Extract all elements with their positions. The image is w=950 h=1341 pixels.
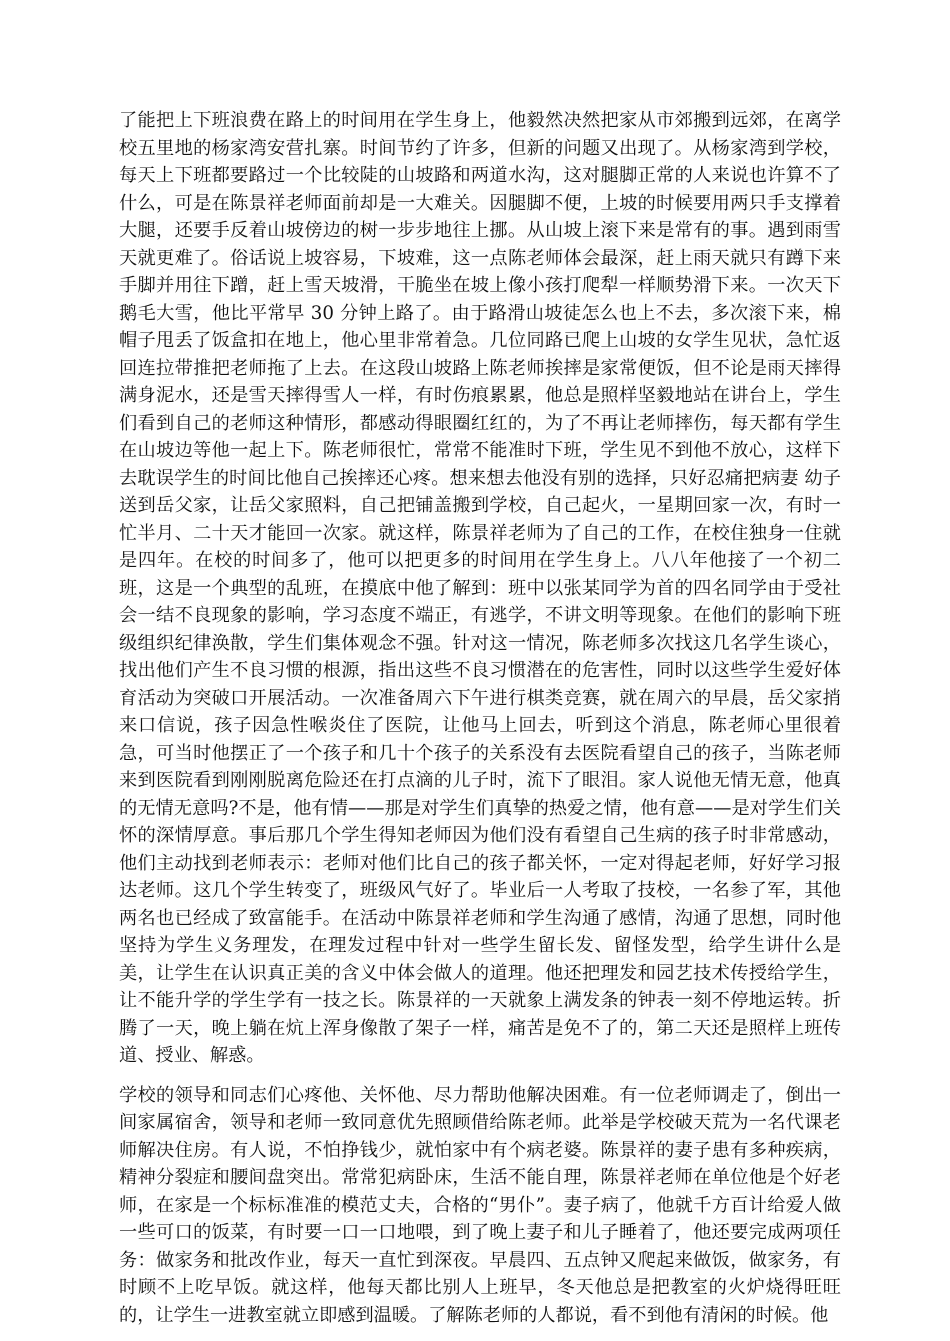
paragraph-1: 了能把上下班浪费在路上的时间用在学生身上，他毅然决然把家从市郊搬到远郊，在离学校五里地的杨家湾安营扎寨。时间节约了许多，但新的问题又出现了。从杨家湾到学校，每天上下班都要路过一个比较陡的山坡路和两道水沟，这对腿脚正常的人来说也许算不了什么，可是在陈景祥老师面前却是一大难关。因腿脚不便，上坡的时候要用两只手支撑着大腿，还要手反着山坡傍边的树一步步地往上挪。从山坡上滚下来是常有的事。遇到雨雪天就更难了。俗话说上坡容易，下坡难，这一点陈老师体会最深，赶上雨天就只有蹲下来手脚并用往下蹭，赶上雪天坡滑，干脆坐在坡上像小孩打爬犁一样顺势滑下来。一次天下鹅毛大雪，他比平常早 30 分钟上路了。由于路滑山坡徒怎么也上不去，多次滚下来，棉帽子甩丢了饭盒扣在地上，他心里非常着急。几位同路已爬上山坡的女学生见状，急忙返回连拉带推把老师拖了上去。在这段山坡路上陈老师挨摔是家常便饭，但不论是雨天摔得满身泥水，还是雪天摔得雪人一样，有时伤痕累累，他总是照样坚毅地站在讲台上，学生们看到自己的老师这种情形，都感动得眼圈红红的，为了不再让老师摔伤，每天都有学生在山坡边等他一起上下。陈老师很忙，常常不能准时下班，学生见不到他不放心，这样下去耽误学生的时间比他自己挨摔还心疼。想来想去他没有别的选择，只好忍痛把病妻 幼子送到岳父家，让岳父家照料，自己把铺盖搬到学校，自己起火，一星期回家一次，有时一忙半月、二十天才能回一次家。就这样，陈景祥老师为了自己的工作，在校住独身一住就是四年。在校的时间多了，他可以把更多的时间用在学生身上。八八年他接了一个初二班，这是一个典型的乱班，在摸底中他了解到：班中以张某同学为首的四名同学由于受社会一结不良现象的影响，学习态度不端正，有逃学，不讲文明等现象。在他们的影响下班级组织纪律涣散，学生们集体观念不强。针对这一情况，陈老师多次找这几名学生谈心，找出他们产生不良习惯的根源，指出这些不良习惯潜在的危害性，同时以这些学生爱好体育活动为突破口开展活动。一次准备周六下午进行棋类竞赛，就在周六的早晨，岳父家捎来口信说，孩子因急性喉炎住了医院，让他马上回去，听到这个消息，陈老师心里很着急，可当时他摆正了一个孩子和几十个孩子的关系没有去医院看望自己的孩子，当陈老师来到医院看到刚刚脱离危险还在打点滴的儿子时，流下了眼泪。家人说他无情无意，他真的无情无意吗?不是，他有情——那是对学生们真挚的热爱之情，他有意——是对学生们关怀的深情厚意。事后那几个学生得知老师因为他们没有看望自己生病的孩子时非常感动，他们主动找到老师表示：老师对他们比自己的孩子都关怀，一定对得起老师，好好学习报达老师。这几个学生转变了，班级风气好了。毕业后一人考取了技校，一名参了军，其他两名也已经成了致富能手。在活动中陈景祥老师和学生沟通了感情，沟通了思想，同时他坚持为学生义务理发，在理发过程中针对一些学生留长发、留怪发型，给学生讲什么是美，让学生在认识真正美的含义中体会做人的道理。他还把理发和园艺技术传授给学生，让不能升学的学生学有一技之长。陈景祥的一天就象上满发条的钟表一刻不停地运转。折腾了一天，晚上躺在炕上浑身像散了架子一样，痛苦是免不了的，第二天还是照样上班传道、授业、解惑。 (119, 110, 841, 1066)
paragraph-2: 学校的领导和同志们心疼他、关怀他、尽力帮助他解决困难。有一位老师调走了，倒出一间家属宿舍，领导和老师一致同意优先照顾借给陈老师。此举是学校破天荒为一名代课老师解决住房。有人说，不怕挣钱少，就怕家中有个病老婆。陈景祥的妻子患有多种疾病，精神分裂症和腰间盘突出。常常犯病卧床，生活不能自理，陈景祥老师在单位他是个好老师，在家是一个标标准准的模范丈夫，合格的“男仆”。妻子病了，他就千方百计给爱人做一些可口的饭菜，有时要一口一口地喂，到了晚上妻子和儿子睡着了，他还要完成两项任务：做家务和批改作业，每天一直忙到深夜。早晨四、五点钟又爬起来做饭，做家务，有时顾不上吃早饭。就这样，他每天都比别人上班早，冬天他总是把教室的火炉烧得旺旺的，让学生一进教室就立即感到温暖。了解陈老师的人都说，看不到他有清闲的时候。他 (119, 1084, 841, 1326)
document-body (119, 107, 841, 1341)
